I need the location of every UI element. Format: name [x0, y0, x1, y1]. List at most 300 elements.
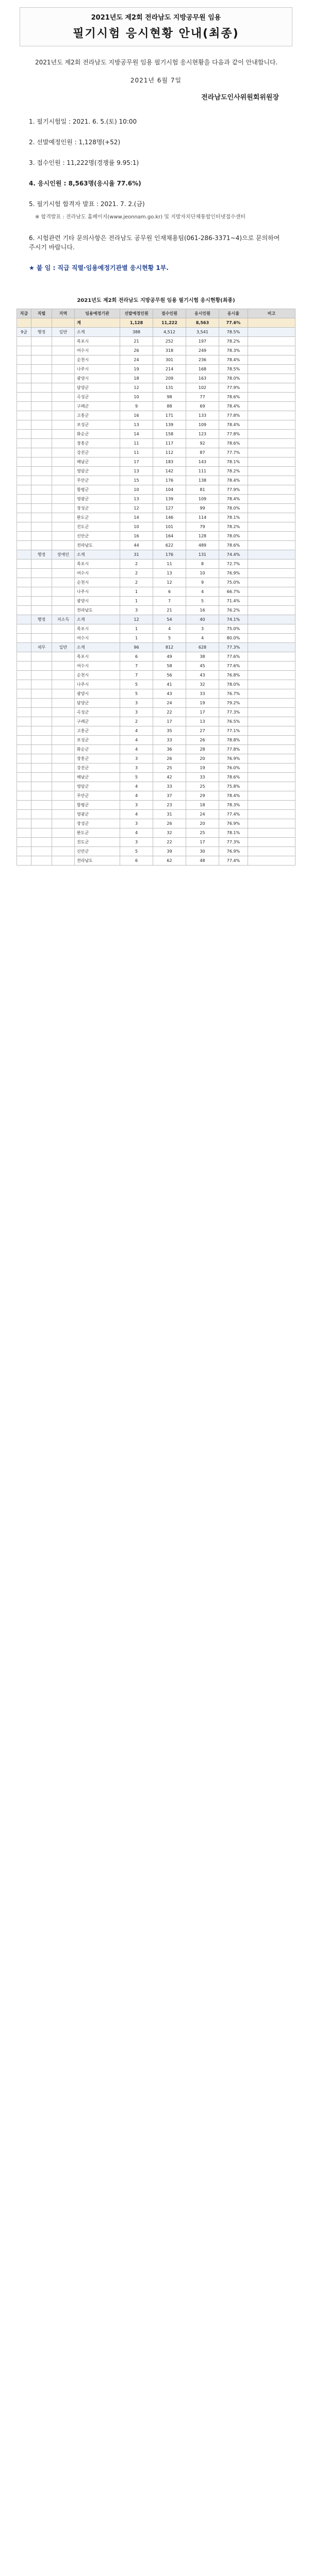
cell-agency: 무안군 — [75, 791, 120, 801]
cell-attended: 81 — [186, 485, 219, 495]
cell-series: 세무 — [31, 643, 52, 652]
cell-rank — [17, 662, 31, 671]
cell-quota: 21 — [120, 337, 153, 346]
cell-region — [52, 522, 75, 532]
cell-note — [248, 754, 295, 764]
cell-attended: 26 — [186, 736, 219, 745]
cell-note — [248, 430, 295, 439]
cell-rank — [17, 402, 31, 411]
cell-rate: 78.0% — [219, 532, 248, 541]
table-row — [17, 791, 295, 801]
cell-series — [31, 476, 52, 485]
notice-date: 2021년 6월 7일 — [130, 77, 182, 84]
cell-attended: 77 — [186, 393, 219, 402]
cell-applied: 23 — [153, 801, 186, 810]
table-row — [17, 346, 295, 355]
cell-rank — [17, 476, 31, 485]
cell-rank — [17, 856, 31, 866]
cell-quota: 3 — [120, 764, 153, 773]
cell-region — [52, 597, 75, 606]
cell-note — [248, 671, 295, 680]
cell-agency: 구례군 — [75, 402, 120, 411]
cell-applied: 42 — [153, 773, 186, 782]
cell-applied: 37 — [153, 791, 186, 801]
cell-applied: 131 — [153, 383, 186, 393]
cell-agency: 전라남도 — [75, 541, 120, 550]
cell-region — [52, 699, 75, 708]
cell-series — [31, 374, 52, 383]
cell-quota: 10 — [120, 393, 153, 402]
cell-rank — [17, 485, 31, 495]
cell-rate: 78.3% — [219, 346, 248, 355]
cell-applied: 183 — [153, 457, 186, 467]
cell-note — [248, 634, 295, 643]
cell-series — [31, 346, 52, 355]
cell-attended: 249 — [186, 346, 219, 355]
cell-note — [248, 374, 295, 383]
cell-applied: 6 — [153, 587, 186, 597]
cell-series — [31, 736, 52, 745]
cell-quota: 44 — [120, 541, 153, 550]
cell-applied: 21 — [153, 606, 186, 615]
column-header: 직급 — [17, 309, 31, 318]
cell-agency: 장성군 — [75, 819, 120, 828]
cell-rate: 78.2% — [219, 522, 248, 532]
cell-applied: 127 — [153, 504, 186, 513]
cell-rank — [17, 736, 31, 745]
cell-series — [31, 689, 52, 699]
cell-quota: 19 — [120, 365, 153, 374]
cell-rank — [17, 801, 31, 810]
cell-rank — [17, 587, 31, 597]
cell-series — [31, 838, 52, 847]
cell-attended: 40 — [186, 615, 219, 624]
cell-quota: 31 — [120, 550, 153, 560]
cell-region — [52, 791, 75, 801]
cell-applied: 41 — [153, 680, 186, 689]
cell-series — [31, 801, 52, 810]
page-subtitle: 2021년도 제2회 전라남도 지방공무원 임용 — [91, 14, 221, 22]
table-row — [17, 745, 295, 754]
cell-agency: 보성군 — [75, 736, 120, 745]
cell-attended: 143 — [186, 457, 219, 467]
cell-attended: 25 — [186, 828, 219, 838]
cell-region — [52, 680, 75, 689]
cell-series — [31, 532, 52, 541]
cell-rate: 72.7% — [219, 560, 248, 569]
cell-series — [31, 569, 52, 578]
cell-region — [52, 439, 75, 448]
cell-agency: 함평군 — [75, 485, 120, 495]
cell-rank — [17, 828, 31, 838]
cell-applied: 32 — [153, 828, 186, 838]
cell-region — [52, 708, 75, 717]
cell-applied: 24 — [153, 699, 186, 708]
cell-rank — [17, 560, 31, 569]
cell-rate: 77.7% — [219, 448, 248, 457]
cell-note — [248, 411, 295, 420]
cell-region — [52, 606, 75, 615]
cell-applied: 22 — [153, 838, 186, 847]
cell-region — [52, 476, 75, 485]
cell-quota: 5 — [120, 847, 153, 856]
cell-agency: 해남군 — [75, 773, 120, 782]
cell-rank — [17, 606, 31, 615]
cell-note — [248, 485, 295, 495]
cell-rank — [17, 764, 31, 773]
cell-quota: 11 — [120, 448, 153, 457]
cell-rate: 78.6% — [219, 773, 248, 782]
cell-rank — [17, 393, 31, 402]
cell-rate: 74.4% — [219, 550, 248, 560]
table-row — [17, 810, 295, 819]
cell-region — [52, 485, 75, 495]
cell-applied: 104 — [153, 485, 186, 495]
table-row — [17, 532, 295, 541]
cell-attended: 236 — [186, 355, 219, 365]
cell-quota: 16 — [120, 532, 153, 541]
table-row — [17, 847, 295, 856]
cell-rank — [17, 745, 31, 754]
table-row — [17, 522, 295, 532]
table-row — [17, 856, 295, 866]
cell-rate: 71.4% — [219, 597, 248, 606]
cell-quota: 5 — [120, 689, 153, 699]
cell-quota: 17 — [120, 457, 153, 467]
cell-applied: 214 — [153, 365, 186, 374]
cell-applied: 112 — [153, 448, 186, 457]
cell-quota: 7 — [120, 662, 153, 671]
cell-rate: 76.9% — [219, 819, 248, 828]
cell-quota: 4 — [120, 782, 153, 791]
cell-series — [31, 495, 52, 504]
cell-quota: 18 — [120, 374, 153, 383]
cell-note — [248, 578, 295, 587]
cell-quota: 14 — [120, 430, 153, 439]
cell-note — [248, 699, 295, 708]
cell-region — [52, 355, 75, 365]
cell-region — [52, 624, 75, 634]
table-row — [17, 587, 295, 597]
cell-note — [248, 606, 295, 615]
notice-item: 1. 필기시험일 : 2021. 6. 5.(토) 10:00 — [29, 118, 137, 125]
cell-series — [31, 560, 52, 569]
table-row — [17, 662, 295, 671]
cell-attended: 28 — [186, 745, 219, 754]
table-row — [17, 578, 295, 587]
cell-series — [31, 597, 52, 606]
cell-agency: 강진군 — [75, 764, 120, 773]
cell-region — [52, 782, 75, 791]
cell-rate: 78.2% — [219, 337, 248, 346]
cell-series — [31, 513, 52, 522]
cell-applied: 33 — [153, 782, 186, 791]
cell-applied: 49 — [153, 652, 186, 662]
cell-rate: 77.4% — [219, 810, 248, 819]
cell-series — [31, 383, 52, 393]
cell-applied: 25 — [153, 764, 186, 773]
cell-agency: 여수시 — [75, 346, 120, 355]
cell-rate: 78.6% — [219, 541, 248, 550]
cell-region — [52, 810, 75, 819]
cell-rate: 77.1% — [219, 726, 248, 736]
cell-applied: 62 — [153, 856, 186, 866]
cell-note — [248, 847, 295, 856]
cell-quota: 12 — [120, 383, 153, 393]
cell-applied: 209 — [153, 374, 186, 383]
cell-applied: 139 — [153, 495, 186, 504]
cell-region — [52, 430, 75, 439]
cell-attended: 43 — [186, 671, 219, 680]
column-header: 응시율 — [219, 309, 248, 318]
cell-rate: 78.4% — [219, 402, 248, 411]
cell-rank — [17, 643, 31, 652]
cell-region — [52, 578, 75, 587]
cell-series — [31, 467, 52, 476]
cell-quota: 2 — [120, 560, 153, 569]
cell-applied: 171 — [153, 411, 186, 420]
cell-region — [52, 402, 75, 411]
cell-region: 일반 — [52, 643, 75, 652]
cell-rate: 78.0% — [219, 374, 248, 383]
cell-quota: 1 — [120, 634, 153, 643]
cell-applied: 158 — [153, 430, 186, 439]
cell-agency: 완도군 — [75, 513, 120, 522]
cell-note — [248, 439, 295, 448]
cell-rate: 76.9% — [219, 847, 248, 856]
cell-note — [248, 393, 295, 402]
cell-quota: 3 — [120, 754, 153, 764]
cell-attended: 114 — [186, 513, 219, 522]
cell-region — [52, 671, 75, 680]
cell-applied: 139 — [153, 420, 186, 430]
table-row — [17, 439, 295, 448]
cell-region — [52, 819, 75, 828]
cell-agency: 영암군 — [75, 467, 120, 476]
column-header: 비고 — [248, 309, 295, 318]
table-row — [17, 365, 295, 374]
cell-quota: 4 — [120, 791, 153, 801]
cell-agency: 목포시 — [75, 652, 120, 662]
cell-agency: 소계 — [75, 328, 120, 337]
cell-quota: 12 — [120, 504, 153, 513]
table-row — [17, 680, 295, 689]
cell-quota: 2 — [120, 717, 153, 726]
table-row — [17, 726, 295, 736]
cell-applied: 142 — [153, 467, 186, 476]
cell-applied: 4,512 — [153, 328, 186, 337]
cell-series — [31, 485, 52, 495]
cell-note — [248, 328, 295, 337]
cell-attended: 17 — [186, 708, 219, 717]
cell-series — [31, 355, 52, 365]
table-row — [17, 606, 295, 615]
table-row — [17, 736, 295, 745]
cell-attended: 29 — [186, 791, 219, 801]
cell-note — [248, 828, 295, 838]
cell-attended: 69 — [186, 402, 219, 411]
cell-agency: 완도군 — [75, 828, 120, 838]
cell-rate: 77.3% — [219, 708, 248, 717]
cell-quota: 26 — [120, 346, 153, 355]
cell-series — [31, 587, 52, 597]
cell-rank — [17, 522, 31, 532]
cell-rate: 77.3% — [219, 838, 248, 847]
cell-note — [248, 782, 295, 791]
cell-note — [248, 662, 295, 671]
cell-attended: 27 — [186, 726, 219, 736]
cell-note — [248, 856, 295, 866]
table-row — [17, 550, 295, 560]
table-row — [17, 782, 295, 791]
cell-series — [31, 764, 52, 773]
table-row — [17, 560, 295, 569]
cell-note — [248, 597, 295, 606]
cell-agency: 구례군 — [75, 717, 120, 726]
cell-quota: 14 — [120, 513, 153, 522]
cell-agency: 소계 — [75, 643, 120, 652]
cell-quota: 1,128 — [120, 318, 153, 328]
cell-rate: 76.7% — [219, 689, 248, 699]
cell-region — [52, 346, 75, 355]
cell-rate: 77.6% — [219, 318, 248, 328]
cell-applied: 58 — [153, 662, 186, 671]
cell-applied: 164 — [153, 532, 186, 541]
cell-applied: 39 — [153, 847, 186, 856]
cell-attended: 4 — [186, 634, 219, 643]
cell-attended: 8 — [186, 560, 219, 569]
notice-item: 2. 선발예정인원 : 1,128명(+52) — [29, 139, 121, 146]
cell-region — [52, 634, 75, 643]
cell-agency: 전라남도 — [75, 856, 120, 866]
cell-agency: 고흥군 — [75, 726, 120, 736]
cell-note — [248, 810, 295, 819]
title-box — [20, 7, 292, 46]
cell-region — [52, 847, 75, 856]
cell-attended: 19 — [186, 764, 219, 773]
cell-quota: 13 — [120, 420, 153, 430]
cell-rank — [17, 838, 31, 847]
cell-attended: 3,541 — [186, 328, 219, 337]
table-row — [17, 393, 295, 402]
table-row — [17, 569, 295, 578]
cell-rank — [17, 430, 31, 439]
cell-series — [31, 726, 52, 736]
table-row — [17, 643, 295, 652]
cell-series — [31, 457, 52, 467]
cell-agency: 소계 — [75, 550, 120, 560]
cell-series — [31, 754, 52, 764]
cell-note — [248, 532, 295, 541]
cell-region — [52, 856, 75, 866]
cell-attended: 10 — [186, 569, 219, 578]
cell-quota: 3 — [120, 708, 153, 717]
cell-applied: 252 — [153, 337, 186, 346]
cell-rank — [17, 819, 31, 828]
cell-rank — [17, 699, 31, 708]
cell-series — [31, 430, 52, 439]
cell-agency: 계 — [75, 318, 120, 328]
cell-rank — [17, 689, 31, 699]
cell-region: 장애인 — [52, 550, 75, 560]
cell-rate: 78.3% — [219, 801, 248, 810]
table-row — [17, 476, 295, 485]
table-row — [17, 383, 295, 393]
cell-rate: 77.6% — [219, 662, 248, 671]
issuer-name: 전라남도인사위원회위원장 — [201, 94, 279, 101]
cell-rank — [17, 578, 31, 587]
cell-attended: 32 — [186, 680, 219, 689]
cell-note — [248, 736, 295, 745]
cell-rate: 78.4% — [219, 355, 248, 365]
cell-note — [248, 467, 295, 476]
cell-rate: 78.1% — [219, 457, 248, 467]
cell-region — [52, 337, 75, 346]
cell-quota: 3 — [120, 699, 153, 708]
cell-rate: 78.5% — [219, 328, 248, 337]
table-row — [17, 708, 295, 717]
notice-item: 6. 시험관련 기타 문의사항은 전라남도 공무원 인재채용팀(061-286-3371~4)으로 문의하여 주시기 바랍니다. — [29, 234, 280, 251]
cell-rate: 76.5% — [219, 717, 248, 726]
cell-rate: 75.0% — [219, 578, 248, 587]
column-header: 접수인원 — [153, 309, 186, 318]
cell-applied: 33 — [153, 736, 186, 745]
cell-rank — [17, 439, 31, 448]
cell-region — [52, 689, 75, 699]
cell-rate: 75.8% — [219, 782, 248, 791]
cell-agency: 나주시 — [75, 587, 120, 597]
cell-rank — [17, 708, 31, 717]
column-header: 선발예정인원 — [120, 309, 153, 318]
cell-applied: 56 — [153, 671, 186, 680]
table-row — [17, 430, 295, 439]
attachment-note: ★ 붙 임 : 직급 직렬·임용예정기관별 응시현황 1부. — [29, 264, 169, 272]
table-row — [17, 355, 295, 365]
cell-series — [31, 782, 52, 791]
cell-note — [248, 726, 295, 736]
cell-rate: 77.8% — [219, 745, 248, 754]
table-row — [17, 597, 295, 606]
cell-series — [31, 439, 52, 448]
cell-series — [31, 847, 52, 856]
table-row — [17, 717, 295, 726]
cell-rate: 75.0% — [219, 624, 248, 634]
cell-applied: 146 — [153, 513, 186, 522]
cell-quota: 4 — [120, 828, 153, 838]
cell-agency: 함평군 — [75, 801, 120, 810]
cell-applied: 98 — [153, 393, 186, 402]
cell-applied: 12 — [153, 578, 186, 587]
cell-note — [248, 402, 295, 411]
table-row — [17, 615, 295, 624]
cell-attended: 133 — [186, 411, 219, 420]
cell-agency: 목포시 — [75, 337, 120, 346]
column-header: 직렬 — [31, 309, 52, 318]
cell-applied: 4 — [153, 624, 186, 634]
table-row — [17, 754, 295, 764]
cell-rank — [17, 615, 31, 624]
cell-rate: 78.8% — [219, 736, 248, 745]
cell-agency: 영암군 — [75, 782, 120, 791]
column-header: 지역 — [52, 309, 75, 318]
cell-rank — [17, 532, 31, 541]
table-header-row — [17, 309, 295, 318]
cell-region — [52, 764, 75, 773]
cell-attended: 17 — [186, 838, 219, 847]
cell-rate: 77.9% — [219, 383, 248, 393]
cell-rate: 78.5% — [219, 365, 248, 374]
cell-agency: 곡성군 — [75, 393, 120, 402]
